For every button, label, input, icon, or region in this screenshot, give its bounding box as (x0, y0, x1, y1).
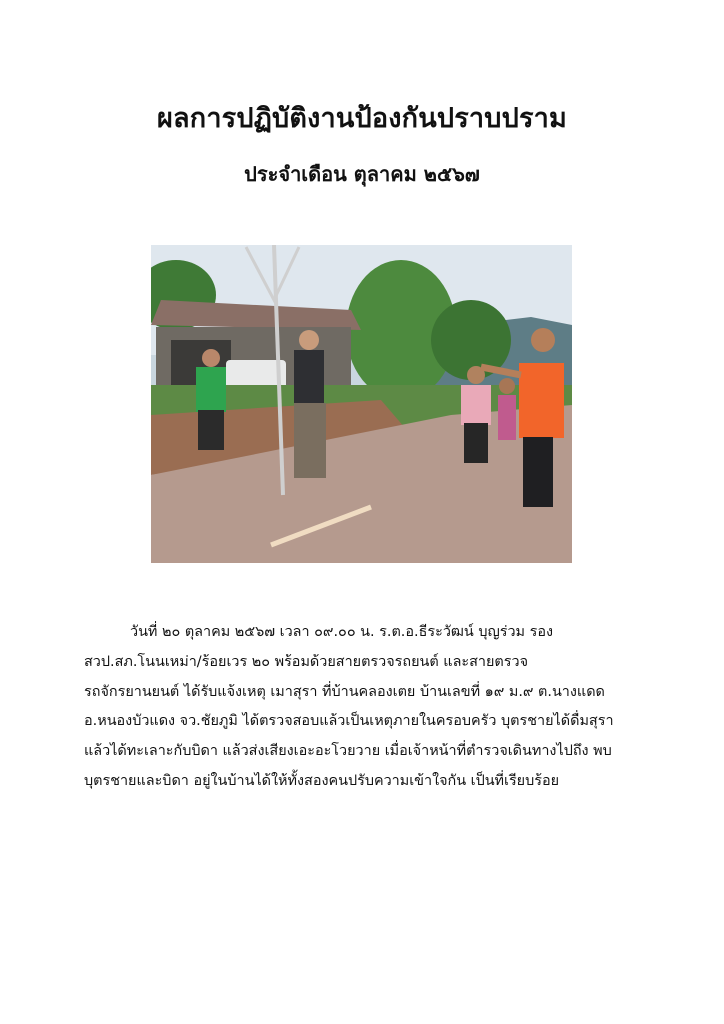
report-line: สวป.สภ.โนนเหม่า/ร้อยเวร ๒๐ พร้อมด้วยสายตรวจรถยนต์ และสายตรวจ (84, 653, 529, 670)
woman-pink-shirt (461, 385, 491, 425)
field-operation-photo (151, 245, 572, 563)
man-orange-shirt (519, 363, 564, 438)
report-line: วันที่ ๒๐ ตุลาคม ๒๕๖๗ เวลา ๐๙.๐๐ น. ร.ต.อ.ธีระวัฒน์ บุญร่วม รอง (130, 624, 553, 640)
report-body (84, 618, 644, 797)
child (498, 395, 516, 440)
officer-head (299, 330, 319, 350)
document-title: ผลการปฏิบัติงานป้องกันปราบปราม (157, 103, 567, 134)
document-subtitle: ประจำเดือน ตุลาคม ๒๕๖๗ (244, 162, 480, 186)
report-line: อ.หนองบัวแดง จว.ชัยภูมิ ได้ตรวจสอบแล้วเป็นเหตุภายในครอบครัว บุตรชายได้ดื่มสุรา (84, 713, 614, 730)
officer-torso (294, 350, 324, 405)
report-line: รถจักรยานยนต์ ได้รับแจ้งเหตุ เมาสุรา ที่บ้านคลองเตย บ้านเลขที่ ๑๙ ม.๙ ต.นางแดด (84, 683, 605, 700)
report-line: บุตรชายและบิดา อยู่ในบ้านได้ให้ทั้งสองคนปรับความเข้าใจกัน เป็นที่เรียบร้อย (84, 772, 560, 789)
report-line: แล้วได้ทะเลาะกับบิดา แล้วส่งเสียงเอะอะโวยวาย เมื่อเจ้าหน้าที่ตำรวจเดินทางไปถึง พบ (84, 743, 612, 760)
officer-legs (294, 403, 326, 478)
photo-illustration (151, 245, 572, 563)
man-green-shirt (196, 367, 226, 412)
